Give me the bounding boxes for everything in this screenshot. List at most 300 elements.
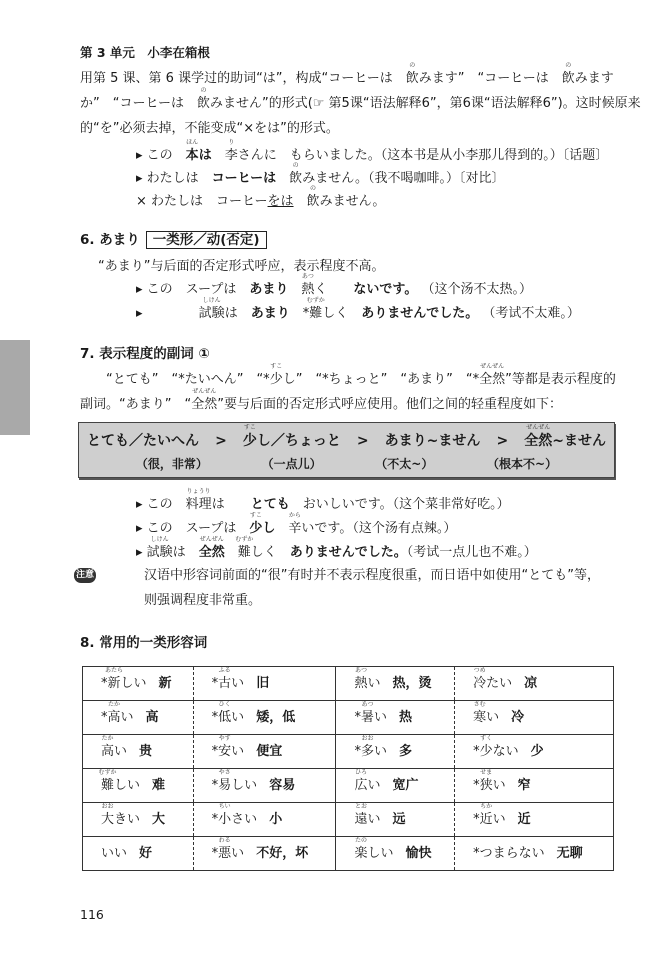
text-segment: ▸ この [136,148,186,163]
ruby-word [185,139,199,165]
kanji: 寒 [473,709,487,725]
table-row [83,667,614,701]
furigana: すこ [243,424,256,431]
furigana: ほん [186,139,199,146]
adjective-cell [336,769,455,803]
okurigana: い [492,811,506,827]
furigana: むずか [98,768,117,776]
table-row [83,701,614,735]
kanji: 暑 [360,709,374,725]
furigana: の [200,87,207,94]
meaning: （一点儿） [261,457,322,471]
text-segment: し／ちょっと [256,433,341,449]
text-segment: し” “*ちょっと” “あまり” “* [282,372,480,387]
star-mark: * [354,709,361,725]
intro-line [80,62,614,88]
text-segment: みます [574,71,614,86]
text-segment [288,282,301,297]
text-segment: 副词。“あまり” “ [80,397,192,412]
ruby-word [198,297,225,323]
ruby-word [354,666,368,693]
text-segment: とても／たいへん [87,433,200,449]
chinese-meaning: 旧 [256,675,270,691]
furigana: しけん [150,536,169,543]
ruby-word [196,87,210,113]
okurigana: いい [101,845,128,861]
kanji: 全然 [479,372,506,387]
chinese-meaning: 矮，低 [256,709,296,725]
degree-scale-box [78,422,615,478]
star-mark: * [211,777,219,793]
kanji: 飲 [306,194,320,209]
furigana: むずか [235,536,254,543]
text-segment [225,545,238,560]
furigana: ちい [218,802,231,810]
text-segment: は [224,306,251,321]
okurigana: しい [114,777,141,793]
word-segment: ありませんでした。 [361,306,479,321]
text-segment: あまり~ません [384,433,481,449]
star-mark: * [473,845,480,861]
table-row [83,735,614,769]
star-mark: * [473,743,480,759]
word-segment [479,363,506,387]
okurigana: い [120,709,134,725]
meaning: （不太~） [375,457,434,471]
furigana: たの [354,836,367,844]
adjective-cell [193,735,336,769]
example-sentence [136,512,457,538]
furigana: おお [101,802,114,810]
word-segment [235,536,254,560]
section-7-description [80,363,616,389]
word-segment: とても [250,497,290,512]
meaning: （根本不~） [487,457,558,471]
kanji: 楽 [354,845,368,861]
degree-scale-terms [79,424,614,450]
word-segment [185,139,199,163]
text-segment: > [356,433,369,449]
word-segment [561,62,575,86]
furigana: から [288,512,301,519]
kanji: 大 [101,811,115,827]
kanji: 辛 [288,521,302,536]
ruby-word [105,666,124,693]
okurigana: い [231,675,245,691]
furigana: の [409,62,416,69]
word-segment: あまり [250,306,290,321]
example-sentence [136,139,609,165]
okurigana: ない [492,743,519,759]
section-6-heading [80,231,267,249]
degree-term [524,424,606,450]
example-sentence [136,273,533,299]
word-segment: は [198,148,212,163]
chinese-meaning: 热，烫 [392,675,432,691]
ruby-word [101,802,115,829]
kanji: 難 [237,545,251,560]
wrong-example-sentence [136,185,386,211]
adjective-cell [336,667,455,701]
kanji: 飲 [405,71,419,86]
chinese-meaning: 不好，坏 [256,845,309,861]
text-segment: > [496,433,509,449]
ruby-word [218,768,232,795]
furigana: ぜんぜん [480,363,505,370]
kanji: 全然 [198,545,225,560]
text-segment: みません。 [319,194,386,209]
ruby-word [524,424,553,450]
word-segment [198,297,225,321]
adjective-cell [455,837,614,871]
text-segment: みません”的形式(☞ 第5课“语法解释6”，第6课“语法解释6”)。这时候原来 [209,96,641,111]
chinese-meaning: 容易 [269,777,296,793]
ruby-word [479,768,493,795]
adjective-cell [455,769,614,803]
chinese-meaning: 宽广 [392,777,419,793]
chinese-meaning: 小 [269,811,283,827]
page-number: 116 [80,907,104,922]
ruby-word [218,666,232,693]
text-segment: いです。（这个汤有点辣。） [301,521,457,536]
chinese-meaning: 无聊 [556,845,583,861]
adjective-cell [193,667,336,701]
ruby-word [479,363,506,389]
text-segment: みます” “コーヒーは [418,71,562,86]
ruby-word [561,62,575,88]
adjective-cell [193,803,336,837]
kanji: 李 [224,148,238,163]
kanji: 狭 [479,777,493,793]
text-segment [275,521,288,536]
adjective-cell [193,769,336,803]
intro-line [80,87,641,113]
text-segment: ▸ [136,545,147,560]
okurigana: い [373,743,387,759]
word-segment [288,512,302,536]
star-mark: * [211,743,219,759]
furigana: り [228,139,235,146]
kanji: 少 [269,372,283,387]
example-sentence [136,488,510,514]
chinese-meaning: 好 [139,845,153,861]
chinese-meaning: 高 [145,709,159,725]
adjective-cell [455,667,614,701]
chinese-meaning: 凉 [524,675,538,691]
furigana: ひく [218,700,231,708]
adjective-cell [83,735,194,769]
chinese-meaning: 近 [517,811,531,827]
word-segment: し [262,521,276,536]
word-segment: あまり [249,282,289,297]
word-segment: ないです。 [353,282,418,297]
text-segment: ▸ [136,306,199,321]
furigana: あつ [361,700,374,708]
greater-than-sign [215,432,227,450]
adjective-cell [336,837,455,871]
kanji: 全然 [524,433,553,449]
text-segment: みません。（我不喝咖啡。）〔对比〕 [302,171,505,186]
word-segment [301,273,315,297]
ruby-word [218,802,232,829]
ruby-word [107,700,121,727]
kanji: 冷 [473,675,487,691]
chinese-meaning: 便宜 [256,743,283,759]
ruby-word [473,666,487,693]
kanji: 料理 [185,497,212,512]
section-title: 6. あまり [80,232,140,248]
ruby-word [354,836,368,863]
chinese-meaning: 新 [158,675,172,691]
table-row [83,837,614,871]
star-mark: * [101,709,108,725]
adjective-cell [455,803,614,837]
word-segment [191,388,218,412]
adjective-cell [83,837,194,871]
furigana: すこ [249,512,262,519]
kanji: 飲 [196,96,210,111]
ruby-word [191,388,218,414]
text-segment: ▸ わたしは [136,171,212,186]
kanji: 高 [107,709,121,725]
furigana: ぜんぜん [192,388,217,395]
star-mark: * [473,811,480,827]
section-7-heading: 7. 表示程度的副词 ① [80,346,210,362]
note-text: 则强调程度非常重。 [144,593,262,608]
text-segment: は [211,497,251,512]
ruby-word [235,536,254,562]
kanji: 高 [101,743,115,759]
note-text: 汉语中形容词前面的“很”有时并不表示程度很重，而日语中如使用“とても”等， [144,568,600,583]
kanji: 悪 [218,845,232,861]
word-segment: ありませんでした。 [289,545,407,560]
okurigana: さい [231,811,258,827]
ruby-word [242,424,257,450]
furigana: ふる [218,666,231,674]
kanji: 試験 [198,306,225,321]
chinese-meaning: 多 [398,743,412,759]
furigana: りょうり [186,488,211,495]
furigana: あたら [105,666,124,674]
ruby-word [98,768,117,795]
text-segment: く [314,282,354,297]
word-segment [242,424,257,449]
ruby-word [473,700,487,727]
text-segment [294,194,307,209]
ruby-word [218,836,232,863]
star-mark: * [211,675,219,691]
adjective-cell [455,735,614,769]
kanji: 易 [218,777,232,793]
word-segment [196,87,210,111]
word-segment: をは [267,194,294,209]
word-segment [269,363,283,387]
okurigana: つまらない [479,845,545,861]
chinese-meaning: 愉快 [405,845,432,861]
degree-term [87,432,199,450]
text-segment: しく [322,306,362,321]
grammar-tag: 一类形／动(否定) [146,231,267,249]
furigana: とお [354,802,367,810]
kanji: 遠 [354,811,368,827]
greater-than-sign [357,432,369,450]
okurigana: しい [367,845,394,861]
kanji: 広 [354,777,368,793]
kanji: 小 [218,811,232,827]
text-segment: ”要与后面的否定形式呼应使用。他们之间的轻重程度如下： [217,397,562,412]
word-segment [405,62,419,86]
furigana: の [565,62,572,69]
kanji: 低 [218,709,232,725]
word-segment [249,512,263,536]
text-segment: （这个汤不太热。） [417,282,533,297]
ruby-word [218,734,232,761]
kanji: 近 [479,811,493,827]
star-mark: * [211,811,219,827]
adjective-cell [336,701,455,735]
star-mark: * [211,845,219,861]
star-mark: * [354,743,361,759]
okurigana: しい [231,777,258,793]
section-7-description [80,388,562,414]
adjective-cell [336,735,455,769]
text-segment: ”等都是表示程度的 [505,372,616,387]
okurigana: い [492,777,506,793]
section-6-description: “あまり”与后面的否定形式呼应，表示程度不高。 [98,259,385,274]
kanji: 少 [242,433,257,449]
okurigana: しい [120,675,147,691]
okurigana: い [373,709,387,725]
word-segment [306,297,325,321]
kanji: 全然 [191,397,218,412]
text-segment: ▸ この [136,497,186,512]
adjective-table [82,666,614,871]
kanji: 飲 [289,171,303,186]
furigana: せま [480,768,493,776]
star-mark: * [101,675,108,691]
adjective-cell [455,701,614,735]
furigana: ぜんぜん [199,536,224,543]
text-segment: × わたしは コーヒー [136,194,268,209]
furigana: つめ [473,666,486,674]
word-segment [306,185,320,209]
chinese-meaning: 冷 [511,709,525,725]
chinese-meaning: 大 [152,811,166,827]
ruby-word [479,802,493,829]
intro-line [80,120,339,138]
okurigana: い [114,743,128,759]
degree-scale-meanings [79,455,614,473]
table-row [83,803,614,837]
ruby-word [354,768,368,795]
kanji: 試験 [146,545,173,560]
chinese-meaning: 热 [398,709,412,725]
kanji: 新 [107,675,121,691]
text-segment: ~ません [552,433,606,449]
ruby-word [354,802,368,829]
furigana: の [310,185,317,192]
text-segment: > [215,433,227,449]
word-segment [289,162,303,186]
greater-than-sign [496,432,508,450]
adjective-cell [336,803,455,837]
text-segment: ▸ この スープは [136,282,250,297]
furigana: やす [218,734,231,742]
degree-term [242,424,341,450]
text-segment: 的“を”必须去掉，不能变成“×をは”的形式。 [80,121,339,136]
text-segment: 用第 5 课、第 6 课学过的助词“は”，构成“コーヒーは [80,71,406,86]
note-icon: 注意 [74,568,96,583]
furigana: ぜんぜん [526,424,551,431]
ruby-word [146,536,173,562]
kanji: 難 [309,306,323,321]
text-segment: （考试一点儿也不难。） [406,545,537,560]
furigana: やさ [218,768,231,776]
word-segment [198,536,225,560]
kanji: 熱 [301,282,315,297]
okurigana: い [367,675,381,691]
okurigana: い [231,743,245,759]
adjective-cell [193,701,336,735]
ruby-word [306,297,325,323]
running-header: 第 3 单元 小李在箱根 [80,45,210,60]
okurigana: い [231,845,245,861]
kanji: 少 [249,521,263,536]
text-segment [212,148,225,163]
ruby-word [306,185,320,211]
kanji: 安 [218,743,232,759]
ruby-word [269,363,283,389]
text-segment: * [289,306,310,321]
furigana: ひろ [354,768,367,776]
furigana: の [292,162,299,169]
word-segment [224,139,238,163]
kanji: 古 [218,675,232,691]
chinese-meaning: 窄 [517,777,531,793]
text-segment: “とても” “*たいへん” “* [80,372,270,387]
example-sentence [136,297,580,323]
meaning: （很，非常） [135,457,208,471]
furigana: わる [218,836,231,844]
ruby-word [185,488,212,514]
chapter-tab [0,340,30,435]
furigana: すこ [270,363,283,370]
word-segment [524,424,553,449]
ruby-word [288,512,302,538]
word-segment [146,536,173,560]
text-segment: しく [250,545,290,560]
ruby-word [479,734,493,761]
furigana: むずか [306,297,325,304]
kanji: 熱 [354,675,368,691]
section-8-heading: 8. 常用的一类形容词 [80,635,208,651]
furigana: おお [361,734,374,742]
ruby-word [360,734,374,761]
ruby-word [360,700,374,727]
chinese-meaning: 少 [530,743,544,759]
okurigana: い [231,709,245,725]
text-segment: は [172,545,199,560]
kanji: 難 [101,777,115,793]
ruby-word [224,139,238,165]
kanji: 飲 [561,71,575,86]
adjective-cell [83,769,194,803]
text-segment: （考试不太难。） [478,306,580,321]
okurigana: きい [114,811,141,827]
text-segment: ▸ この スープは [136,521,250,536]
text-segment: か” “コーヒーは [80,96,197,111]
kanji: 多 [360,743,374,759]
